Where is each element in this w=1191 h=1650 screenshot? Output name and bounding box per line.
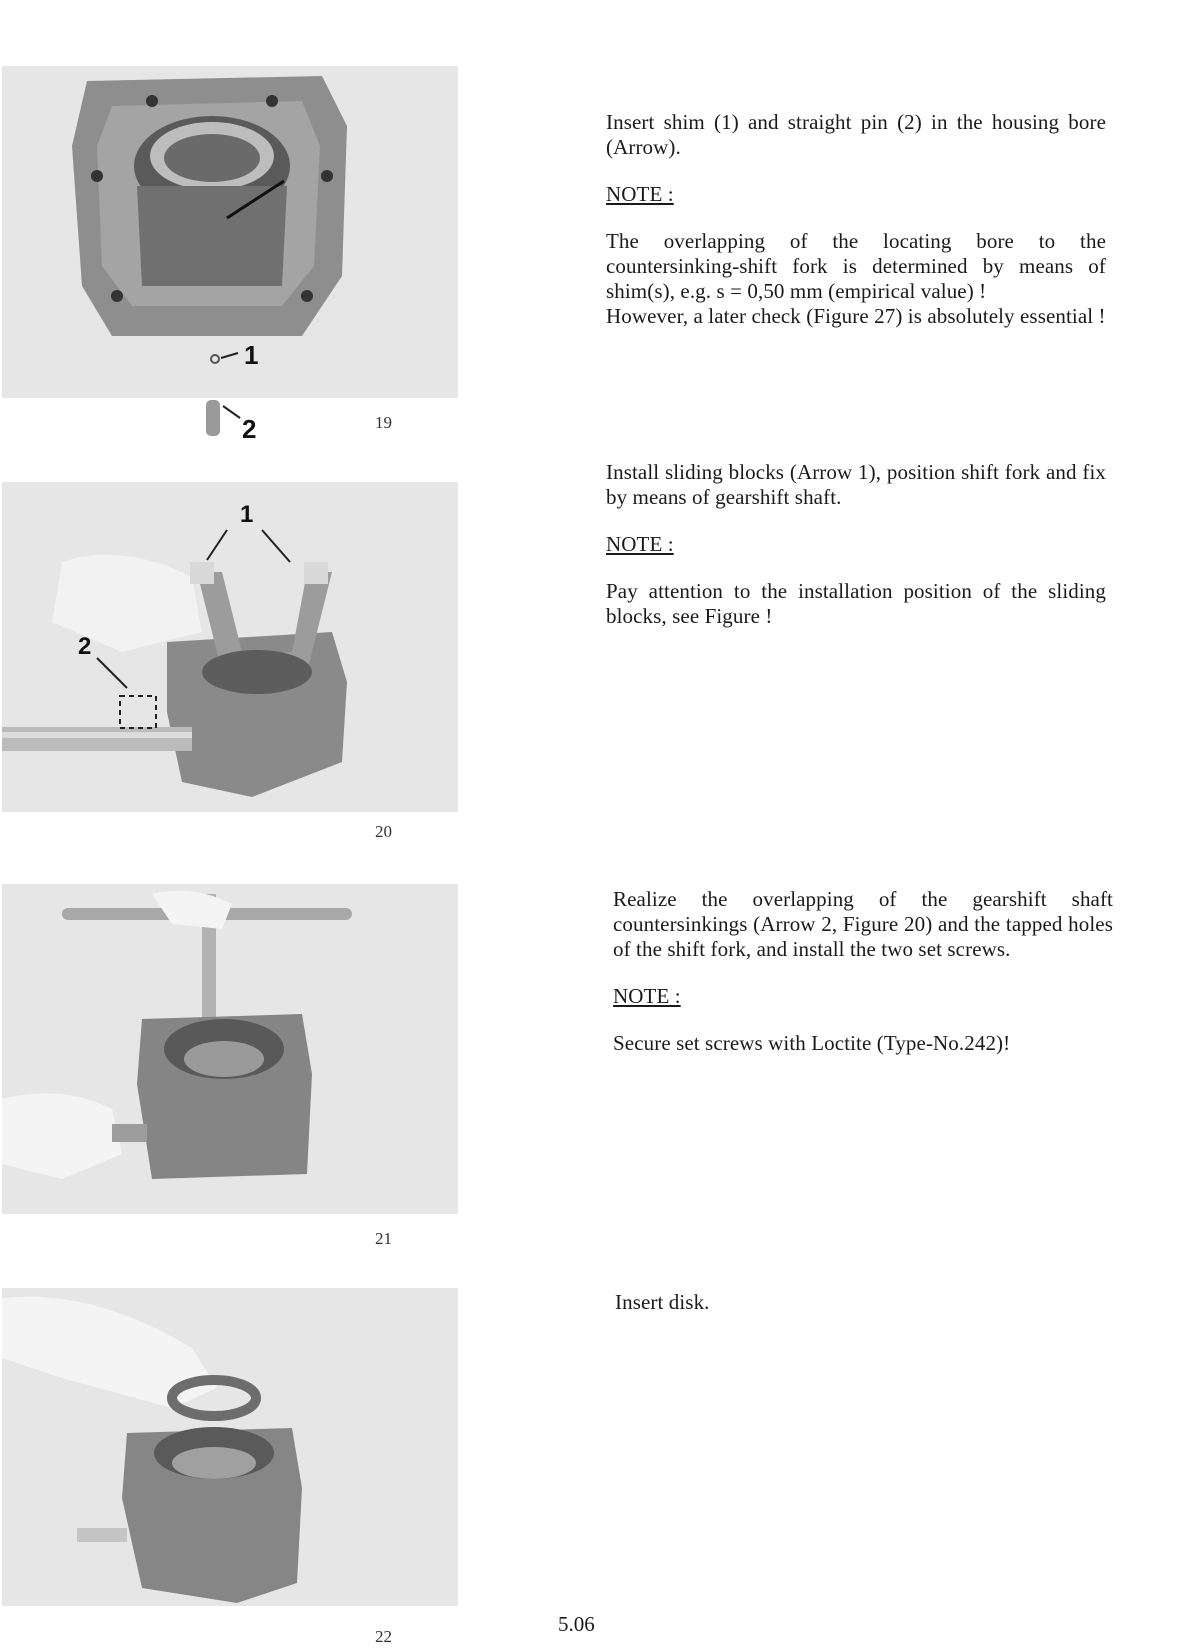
set-screw-illustration: [2, 884, 458, 1214]
callout-2: 2: [242, 414, 257, 444]
note-line: However, a later check (Figure 27) is absolutely essential !: [606, 304, 1106, 328]
figure-21-number: 21: [375, 1229, 392, 1248]
note-label: NOTE :: [606, 182, 674, 206]
callout-2: 2: [78, 633, 92, 660]
instruction-text: Insert shim (1) and straight pin (2) in the housing bore (Arrow).: [606, 110, 1106, 159]
note-line: Pay attention to the installation position of the sliding blocks, see Figure !: [606, 579, 1106, 628]
note-line: Secure set screws with Loctite (Type-No.242)!: [613, 1031, 1011, 1055]
callout-1: 1: [244, 340, 259, 370]
figure-19-number: 19: [375, 413, 392, 432]
instruction-text: Realize the overlapping of the gearshift shaft countersinkings (Arrow 2, Figure 20) and the tapped holes of the shift fork, and install the two set screws.: [613, 887, 1113, 961]
instruction-block-21: [613, 887, 1113, 1056]
instruction-block-19: [606, 110, 1106, 329]
page-number: 5.06: [558, 1612, 595, 1636]
figure-20-number: 20: [375, 822, 392, 841]
figure-20-photo: [2, 482, 458, 812]
figure-22-photo: [2, 1288, 458, 1606]
note-label: NOTE :: [606, 532, 674, 556]
figure-22-number: 22: [375, 1627, 392, 1646]
figure-21-photo: [2, 884, 458, 1214]
instruction-text: Insert disk.: [615, 1290, 710, 1314]
instruction-block-22: [615, 1290, 1115, 1315]
insert-disk-illustration: [2, 1288, 458, 1606]
instruction-text: Install sliding blocks (Arrow 1), position shift fork and fix by means of gearshift shaft.: [606, 460, 1106, 509]
note-line: The overlapping of the locating bore to the countersinking-shift fork is determined by means of shim(s), e.g. s = 0,50 mm (empirical value) !: [606, 229, 1106, 303]
note-label: NOTE :: [613, 984, 681, 1008]
callout-1: 1: [240, 501, 254, 528]
instruction-block-20: [606, 460, 1106, 629]
sliding-blocks-illustration: [2, 482, 458, 812]
